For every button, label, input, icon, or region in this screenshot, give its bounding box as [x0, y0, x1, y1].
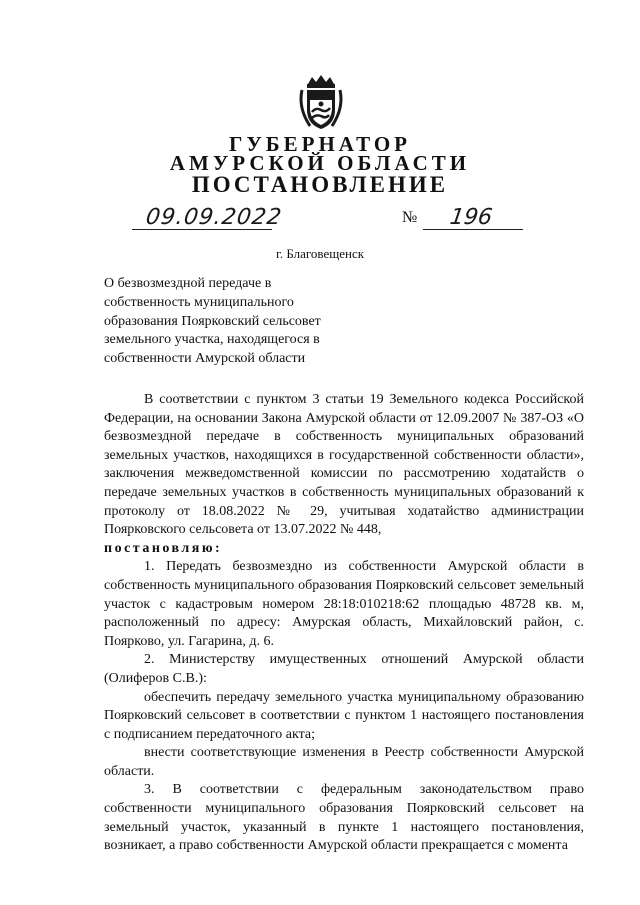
item-1-paragraph: 1. Передать безвозмездно из собственности Амурской области в собственность муниципального образования Поярковский сельсовет земельный участок с кадастровым номером 28:18:010218:62 площадью 48728 кв. м, расположенный по адресу: Амурская область, Михайловский район, с. Поярково, ул. Гагарина, д. 6.	[104, 559, 584, 649]
document-body	[104, 391, 584, 856]
document-date: 09.09.2022	[144, 205, 284, 230]
number-underline	[423, 229, 523, 230]
preamble-paragraph: В соответствии с пунктом 3 статьи 19 Земельного кодекса Российской Федерации, на основании Закона Амурской области от 12.09.2007 № 387-ОЗ «О безвозмездной передаче в собственность муниципальных образований земельных участков, находящихся в государственной собственности области», заключения межведомственной комиссии по рассмотрению ходатайств о передаче земельных участков в собственность муниципальных образований к протоколу от 18.08.2022 № 29, учитывая ходатайство администрации Поярковского сельсовета от 13.07.2022 № 448,	[104, 392, 584, 538]
subject-line: собственность муниципального	[104, 294, 294, 310]
item-2a-paragraph: обеспечить передачу земельного участка муниципальному образованию Поярковский сельсовет в соответствии с пунктом 1 настоящего постановления с подписанием передаточного акта;	[104, 689, 584, 742]
document-number: 196	[448, 205, 494, 230]
item-3-paragraph: 3. В соответствии с федеральным законодательством право собственности муниципального образования Поярковский сельсовет на земельный участок, указанный в пункте 1 настоящего постановления, возникает, а право собственности Амурской области прекращается с момента	[104, 782, 584, 854]
coat-of-arms-icon	[296, 74, 346, 132]
item-2b-paragraph: внести соответствующие изменения в Реестр собственности Амурской области.	[104, 745, 584, 779]
subject-line: земельного участка, находящегося в	[104, 332, 320, 348]
subject-line: образования Поярковский сельсовет	[104, 313, 321, 329]
item-2-paragraph: 2. Министерству имущественных отношений Амурской области (Олиферов С.В.):	[104, 652, 584, 686]
document-subject	[104, 275, 321, 369]
city: г. Благовещенск	[275, 246, 365, 261]
subject-line: О безвозмездной передаче в	[104, 276, 272, 291]
subject-line: собственности Амурской области	[104, 351, 306, 367]
decree-word: постановляю:	[104, 540, 223, 556]
number-label: №	[402, 209, 418, 226]
header-region: АМУРСКОЙ ОБЛАСТИ	[169, 151, 471, 175]
date-underline	[132, 229, 272, 230]
header-title: ГУБЕРНАТОР	[228, 132, 412, 156]
document-type: ПОСТАНОВЛЕНИЕ	[191, 172, 449, 197]
